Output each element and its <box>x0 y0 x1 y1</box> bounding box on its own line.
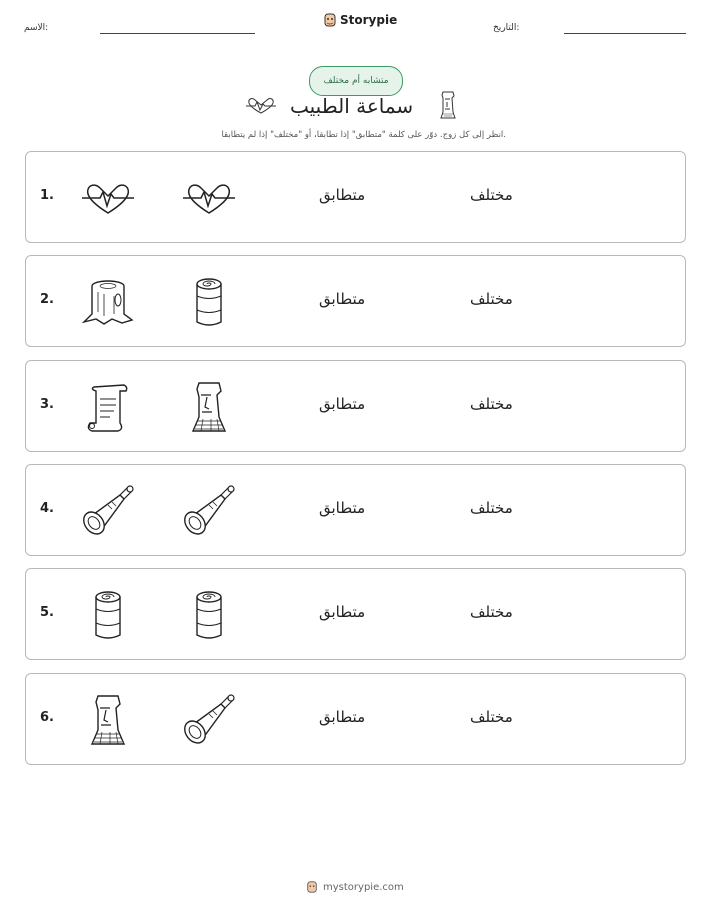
question-number: 5. <box>40 605 54 620</box>
rolled-scroll-icon <box>181 587 237 643</box>
different-option[interactable]: مختلف <box>470 603 513 621</box>
different-option[interactable]: مختلف <box>470 290 513 308</box>
same-option[interactable]: متطابق <box>319 708 366 726</box>
same-option[interactable]: متطابق <box>319 499 366 517</box>
same-option[interactable]: متطابق <box>319 395 366 413</box>
ear-trumpet-icon <box>181 692 237 748</box>
different-option[interactable]: مختلف <box>470 499 513 517</box>
paper-scroll-icon <box>80 379 136 435</box>
footer <box>306 880 404 894</box>
ear-trumpet-icon <box>181 483 237 539</box>
page-title: سماعة الطبيب <box>290 94 414 118</box>
moai-statue-icon <box>80 692 136 748</box>
question-number: 2. <box>40 292 54 307</box>
date-line[interactable] <box>564 33 686 34</box>
heartbeat-icon <box>80 170 136 226</box>
question-row <box>25 673 686 765</box>
instructions: انظر إلى كل زوج. دوّر على كلمة "متطابق" إذا تطابقا، أو "مختلف" إذا لم يتطابقا. <box>221 130 506 140</box>
question-row <box>25 464 686 556</box>
question-row <box>25 360 686 452</box>
ear-trumpet-icon <box>80 483 136 539</box>
same-option[interactable]: متطابق <box>319 290 366 308</box>
question-number: 6. <box>40 710 54 725</box>
brand-name: Storypie <box>340 13 398 27</box>
rolled-scroll-icon <box>80 587 136 643</box>
same-option[interactable]: متطابق <box>319 186 366 204</box>
question-number: 1. <box>40 188 54 203</box>
name-line[interactable] <box>100 33 255 34</box>
rolled-scroll-icon <box>181 274 237 330</box>
date-label: التاريخ: <box>493 23 520 33</box>
moai-statue-icon <box>181 379 237 435</box>
different-option[interactable]: مختلف <box>470 395 513 413</box>
brand-logo <box>323 12 397 28</box>
worksheet-type-badge: متشابه أم مختلف <box>309 66 403 96</box>
question-row <box>25 568 686 660</box>
name-label: الاسم: <box>24 23 49 33</box>
storypie-mascot-icon <box>306 880 318 894</box>
tree-stump-icon <box>80 274 136 330</box>
different-option[interactable]: مختلف <box>470 186 513 204</box>
same-option[interactable]: متطابق <box>319 603 366 621</box>
different-option[interactable]: مختلف <box>470 708 513 726</box>
question-number: 3. <box>40 397 54 412</box>
moai-statue-icon <box>438 90 458 120</box>
question-row <box>25 151 686 243</box>
heartbeat-icon <box>181 170 237 226</box>
question-row <box>25 255 686 347</box>
heartbeat-icon <box>246 96 276 114</box>
storypie-mascot-icon <box>323 12 337 28</box>
question-number: 4. <box>40 501 54 516</box>
footer-url[interactable]: mystorypie.com <box>323 881 404 893</box>
